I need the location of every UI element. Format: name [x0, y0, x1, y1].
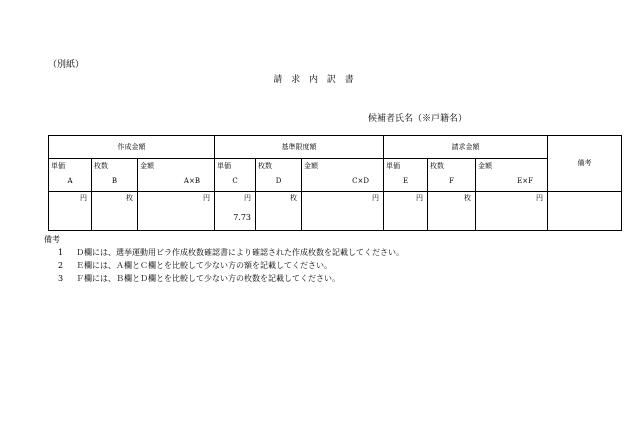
subheader-amount-exf	[476, 159, 548, 192]
subheader-row	[49, 159, 622, 192]
note-text: Ｆ欄には、Ｂ欄とＤ欄とを比較して少ない方の枚数を記載してください。	[76, 274, 340, 283]
subheader-unit-price-e	[384, 159, 428, 192]
candidate-name-label: 候補者氏名（※戸籍名）	[368, 114, 468, 124]
unit-price-c-value: 7.73	[233, 213, 251, 222]
value-cell-unit-price-a	[49, 192, 92, 231]
document-title: 請 求 内 訳 書	[273, 75, 357, 85]
unit-label: 円	[244, 194, 251, 202]
subheader-label: 金額	[304, 162, 318, 170]
subheader-count-b	[92, 159, 138, 192]
notes-heading: 備考	[44, 235, 60, 244]
value-cell-amount-exf	[476, 192, 548, 231]
subheader-amount-axb	[138, 159, 215, 192]
value-row	[49, 192, 622, 231]
subheader-letter: E×F	[517, 177, 533, 185]
unit-label: 枚	[464, 194, 471, 202]
unit-label: 円	[203, 194, 210, 202]
value-cell-unit-price-e	[384, 192, 428, 231]
subheader-unit-price-c	[215, 159, 256, 192]
note-number: 3	[58, 274, 64, 283]
note-item	[58, 260, 332, 271]
subheader-letter: F	[449, 177, 454, 185]
subheader-label: 枚数	[258, 162, 272, 170]
subheader-count-f	[428, 159, 476, 192]
unit-label: 円	[536, 194, 543, 202]
subheader-letter: D	[275, 177, 282, 185]
attachment-tag: （別紙）	[48, 60, 85, 70]
group-header-claim: 請求金額	[384, 136, 548, 159]
subheader-label: 単価	[386, 162, 400, 170]
value-cell-count-d	[256, 192, 302, 231]
note-number: 1	[58, 248, 64, 257]
subheader-label: 金額	[478, 162, 492, 170]
group-header-production: 作成金額	[49, 136, 215, 159]
subheader-label: 単価	[217, 162, 231, 170]
subheader-count-d	[256, 159, 302, 192]
subheader-letter: A×B	[183, 177, 200, 185]
subheader-unit-price-a	[49, 159, 92, 192]
note-item	[58, 273, 340, 284]
value-cell-amount-axb	[138, 192, 215, 231]
group-header-limit: 基準限度額	[215, 136, 384, 159]
subheader-label: 単価	[51, 162, 65, 170]
subheader-letter: C×D	[352, 177, 369, 185]
value-cell-unit-price-c	[215, 192, 256, 231]
invoice-breakdown-table	[48, 135, 622, 231]
note-text: Ｄ欄には、選挙運動用ビラ作成枚数確認書により確認された作成枚数を記載してください。	[76, 248, 404, 257]
value-cell-remarks	[548, 192, 622, 231]
group-header-remarks: 備考	[548, 136, 622, 192]
note-item	[58, 247, 404, 258]
value-cell-count-b	[92, 192, 138, 231]
value-cell-count-f	[428, 192, 476, 231]
subheader-amount-cxd	[302, 159, 384, 192]
unit-label: 円	[80, 194, 87, 202]
subheader-label: 金額	[140, 162, 154, 170]
subheader-label: 枚数	[94, 162, 108, 170]
subheader-letter: B	[111, 177, 118, 185]
group-header-row	[49, 136, 622, 159]
value-cell-amount-cxd	[302, 192, 384, 231]
subheader-letter: C	[232, 177, 238, 185]
note-number: 2	[58, 261, 64, 270]
subheader-letter: A	[67, 177, 73, 185]
unit-label: 枚	[126, 194, 133, 202]
unit-label: 円	[372, 194, 379, 202]
unit-label: 枚	[290, 194, 297, 202]
unit-label: 円	[416, 194, 423, 202]
note-text: Ｅ欄には、Ａ欄とＣ欄とを比較して少ない方の額を記載してください。	[76, 261, 332, 270]
subheader-label: 枚数	[430, 162, 444, 170]
subheader-letter: E	[402, 177, 409, 185]
